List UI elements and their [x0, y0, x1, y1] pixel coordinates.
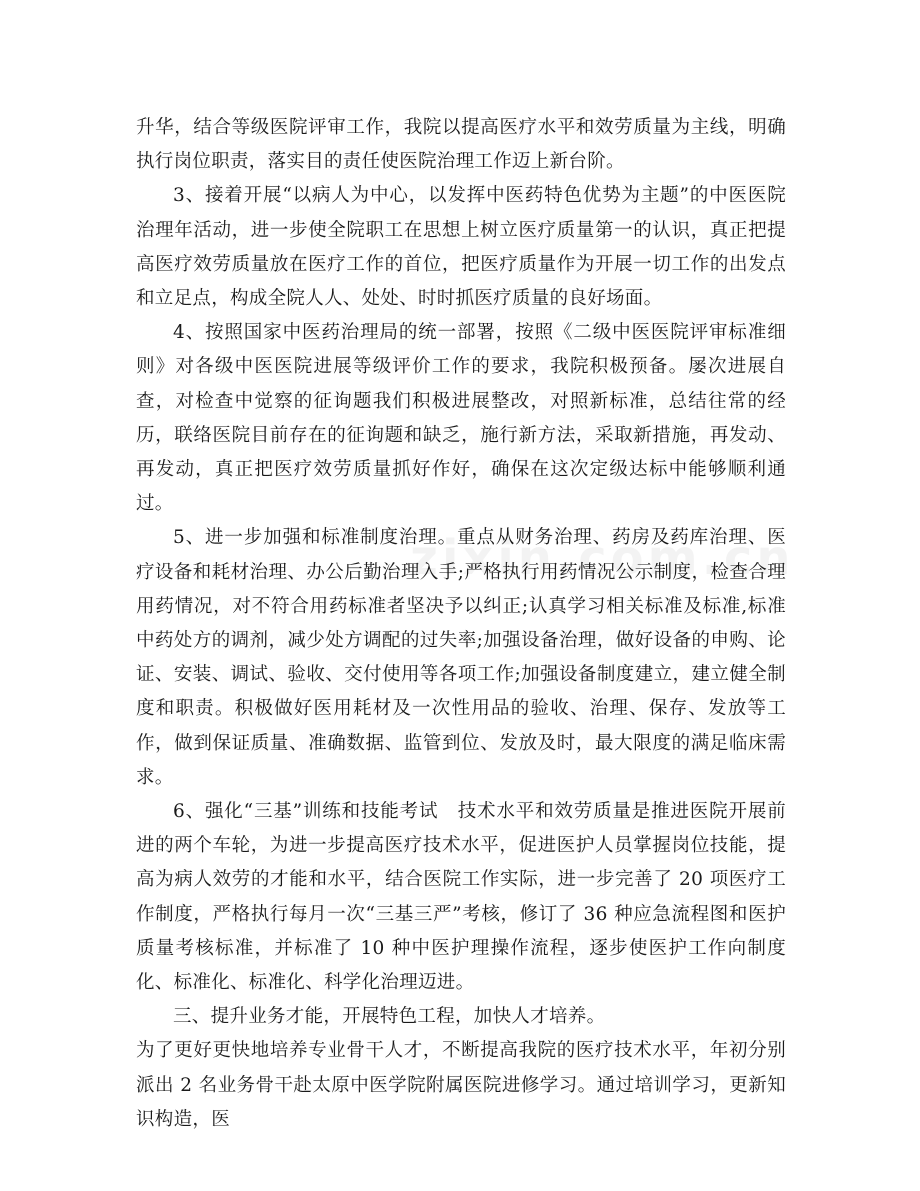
section-heading: 三、提升业务才能，开展特色工程，加快人才培养。: [173, 1006, 606, 1028]
paragraph-2: 3、接着开展“以病人为中心，以发挥中医药特色优势为主题”的中医医院治理年活动，进一步使全院职工在思想上树立医疗质量第一的认识，真正把提高医疗效劳质量放在医疗工作的首位，把医疗质量作为开展一切工作的出发点和立足点，构成全院人人、处处、时时抓医疗质量的良好场面。: [136, 185, 786, 310]
document-body: [136, 111, 786, 1137]
paragraph-3: 4、按照国家中医药治理局的统一部署，按照《二级中医医院评审标准细则》对各级中医医院进展等级评价工作的要求，我院积极预备。屡次进展自查，对检查中觉察的征询题我们积极进展整改，对照新标准，总结往常的经历，联络医院目前存在的征询题和缺乏，施行新方法，采取新措施，再发动、再发动，真正把医疗效劳质量抓好作好，确保在这次定级达标中能够顺利通过。: [136, 322, 786, 515]
paragraph-6: 为了更好更快地培养专业骨干人才，不断提高我院的医疗技术水平，年初分别派出 2 名业务骨干赴太原中医学院附属医院进修学习。通过培训学习，更新知识构造，医: [136, 1040, 786, 1130]
paragraph-4: 5、进一步加强和标准制度治理。重点从财务治理、药房及药库治理、医疗设备和耗材治理、办公后勤治理入手;严格执行用药情况公示制度，检查合理用药情况，对不符合用药标准者坚决予以纠正;认真学习相关标准及标准,标准中药处方的调剂，减少处方调配的过失率;加强设备治理，做好设备的申购、论证、安装、调试、验收、交付使用等各项工作;加强设备制度建立，建立健全制度和职责。积极做好医用耗材及一次性用品的验收、治理、保存、发放等工作，做到保证质量、准确数据、监管到位、发放及时，最大限度的满足临床需求。: [136, 527, 786, 788]
paragraph-5: 6、强化“三基”训练和技能考试 技术水平和效劳质量是推进医院开展前进的两个车轮，为进一步提高医疗技术水平，促进医护人员掌握岗位技能，提高为病人效劳的才能和水平，结合医院工作实际，进一步完善了 20 项医疗工作制度，严格执行每月一次“三基三严”考核，修订了 36 种应急流程图和医护质量考核标准，并标准了 10 种中医护理操作流程，逐步使医护工作向制度化、标准化、标准化、科学化治理迈进。: [136, 801, 786, 994]
paragraph-1: 升华，结合等级医院评审工作，我院以提高医疗水平和效劳质量为主线，明确执行岗位职责，落实目的责任使医院治理工作迈上新台阶。: [136, 117, 786, 173]
